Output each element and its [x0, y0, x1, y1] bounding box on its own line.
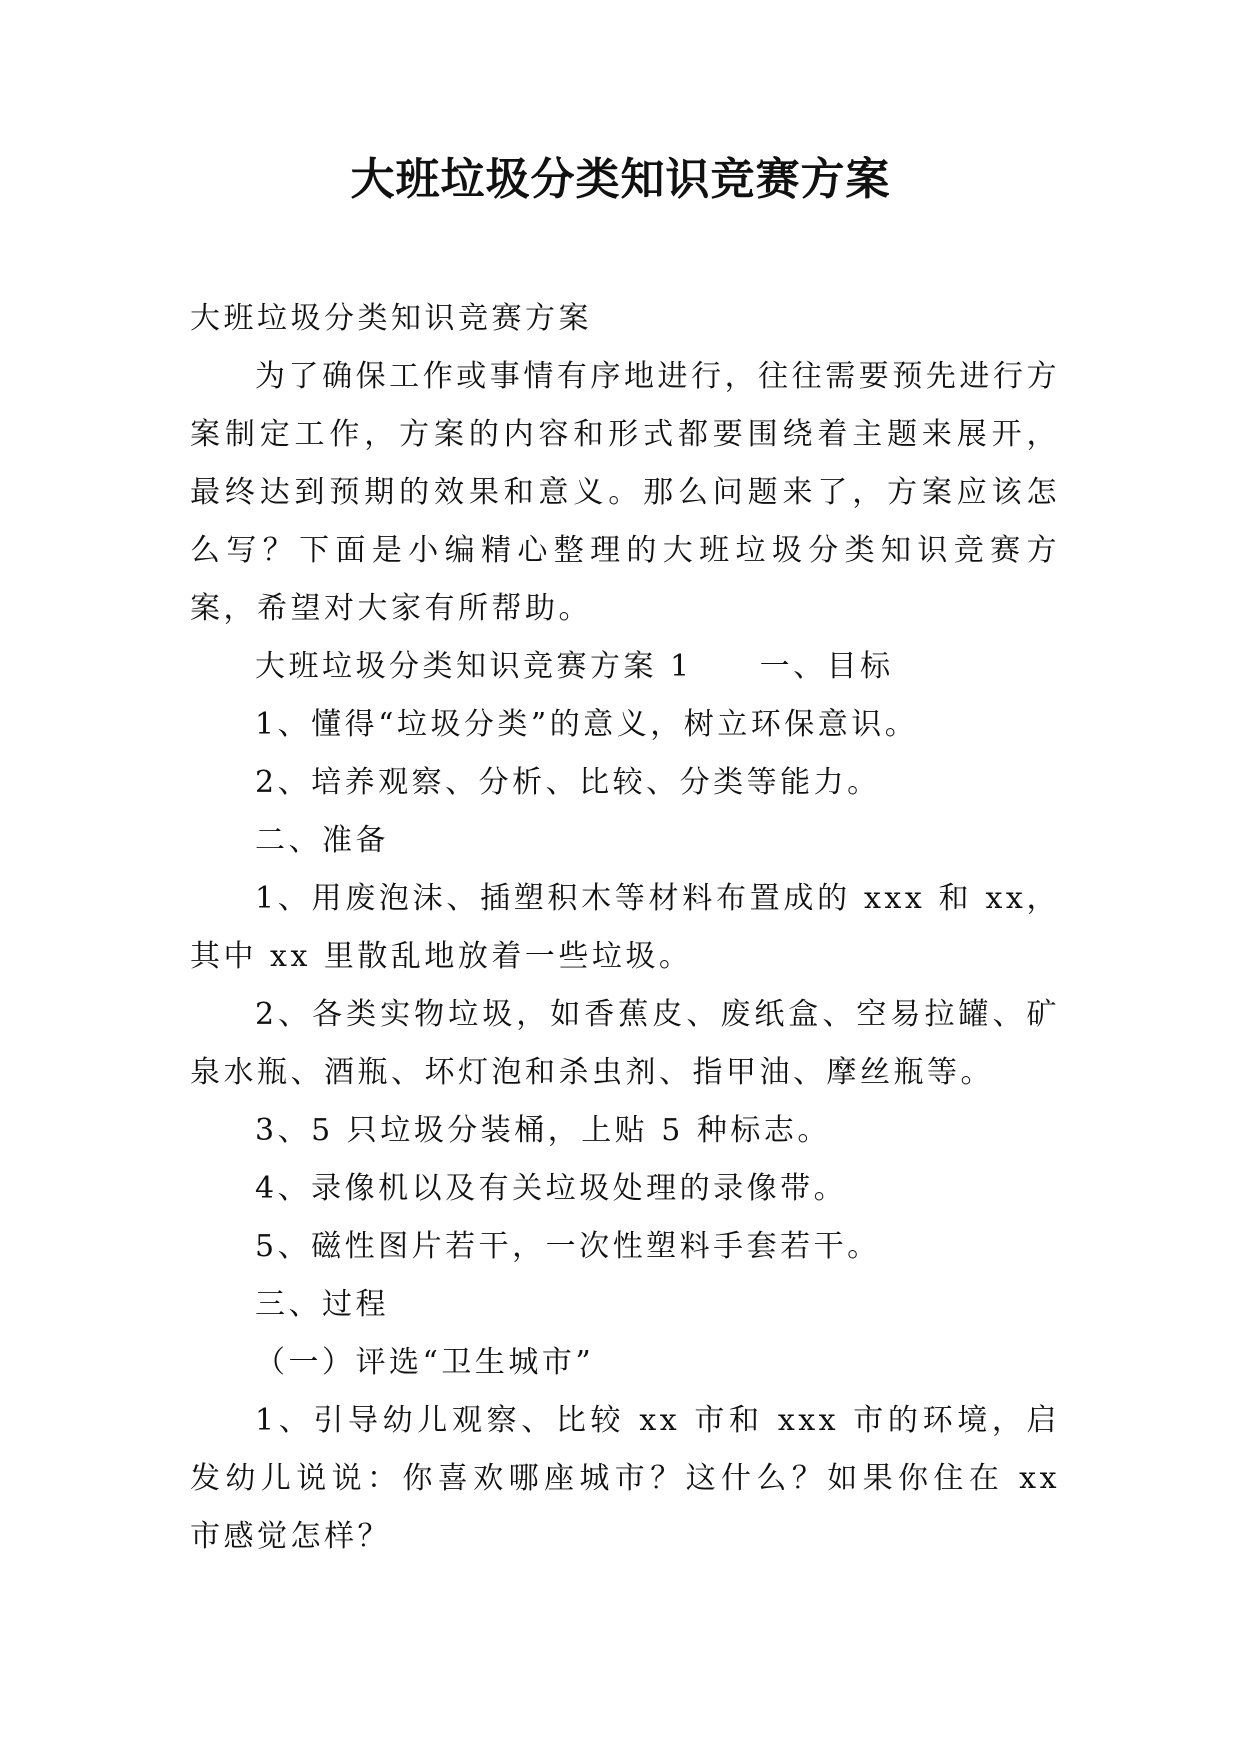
preparation-item-1: 1、用废泡沫、插塑积木等材料布置成的 xxx 和 xx，其中 xx 里散乱地放着一些垃圾。: [190, 881, 1060, 974]
section-heading-preparation: 二、准备: [255, 823, 389, 858]
intro-paragraph: 为了确保工作或事情有序地进行，往往需要预先进行方案制定工作，方案的内容和形式都要围绕着主题来展开，最终达到预期的效果和意义。那么问题来了，方案应该怎么写？下面是小编精心整理的大班垃圾分类知识竞赛方案，希望对大家有所帮助。: [190, 359, 1060, 626]
document-title: 大班垃圾分类知识竞赛方案: [350, 154, 891, 205]
process-subheading-1: （一）评选“卫生城市”: [255, 1345, 595, 1380]
document-body: [190, 290, 1060, 1566]
section-heading-process: 三、过程: [255, 1287, 389, 1322]
goal-item-2: 2、培养观察、分析、比较、分类等能力。: [255, 765, 881, 800]
goal-item-1: 1、懂得“垃圾分类”的意义，树立环保意识。: [255, 707, 919, 742]
document-subtitle: 大班垃圾分类知识竞赛方案: [190, 301, 592, 336]
preparation-item-2: 2、各类实物垃圾，如香蕉皮、废纸盒、空易拉罐、矿泉水瓶、酒瓶、坏灯泡和杀虫剂、指甲油、摩丝瓶等。: [190, 997, 1060, 1090]
preparation-item-3: 3、5 只垃圾分装桶，上贴 5 种标志。: [255, 1113, 831, 1148]
preparation-item-5: 5、磁性图片若干，一次性塑料手套若干。: [255, 1229, 881, 1264]
process-item-1: 1、引导幼儿观察、比较 xx 市和 xxx 市的环境，启发幼儿说说：你喜欢哪座城市？这什么？如果你住在 xx 市感觉怎样？: [190, 1403, 1060, 1554]
preparation-item-4: 4、录像机以及有关垃圾处理的录像带。: [255, 1171, 848, 1206]
section-heading-plan-1: 大班垃圾分类知识竞赛方案 1 一、目标: [255, 649, 894, 684]
